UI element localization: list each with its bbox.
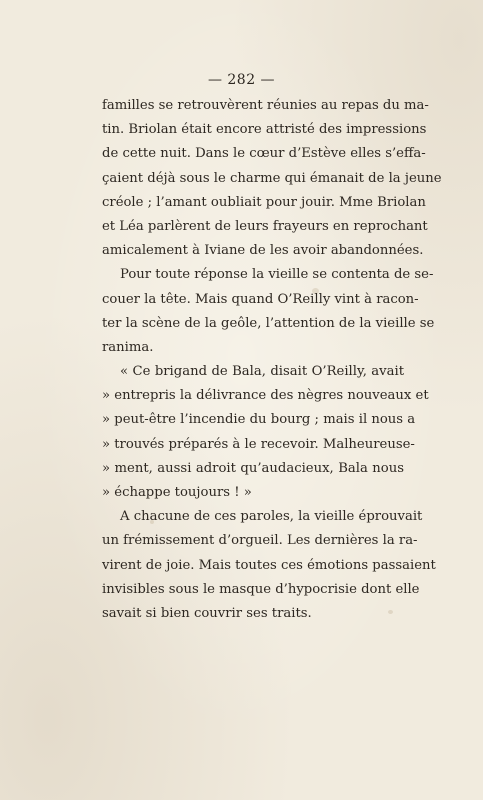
text-line: de cette nuit. Dans le cœur d’Estève elles s’effa-	[102, 146, 426, 162]
quote-line: » échappe toujours ! »	[102, 485, 252, 500]
text-line: amicalement à Iviane de les avoir abandonnées.	[102, 243, 424, 259]
text-line: et Léa parlèrent de leurs frayeurs en reprochant	[102, 218, 428, 234]
body-text	[102, 94, 442, 626]
text-line: familles se retrouvèrent réunies au repas du ma-	[102, 98, 429, 113]
text-line: çaient déjà sous le charme qui émanait de la jeune	[102, 170, 442, 186]
quote-line: » trouvés préparés à le recevoir. Malheureuse-	[102, 436, 415, 452]
quote-line: » peut-être l’incendie du bourg ; mais il nous a	[102, 412, 416, 428]
text-line: virent de joie. Mais toutes ces émotions passaient	[102, 557, 436, 573]
text-line: invisibles sous le masque d’hypocrisie dont elle	[102, 581, 420, 597]
text-line: A chacune de ces paroles, la vieille éprouvait	[120, 509, 423, 525]
quote-line: « Ce brigand de Bala, disait O’Reilly, avait	[120, 364, 404, 380]
page-number: — 282 —	[207, 72, 276, 88]
text-line: couer la tête. Mais quand O’Reilly vint à racon-	[102, 291, 419, 307]
quote-line: » entrepris la délivrance des nègres nouveaux et	[102, 388, 429, 404]
text-line: un frémissement d’orgueil. Les dernières la ra-	[102, 533, 418, 549]
text-line: ter la scène de la geôle, l’attention de la vieille se	[102, 315, 435, 331]
text-line: tin. Briolan était encore attristé des impressions	[102, 122, 427, 138]
text-line: Pour toute réponse la vieille se contenta de se-	[120, 267, 434, 283]
text-line: créole ; l’amant oubliait pour jouir. Mme Briolan	[102, 194, 426, 210]
text-line: ranima.	[102, 339, 154, 355]
text-line: savait si bien couvrir ses traits.	[102, 605, 312, 621]
quote-line: » ment, aussi adroit qu’audacieux, Bala nous	[102, 460, 404, 476]
